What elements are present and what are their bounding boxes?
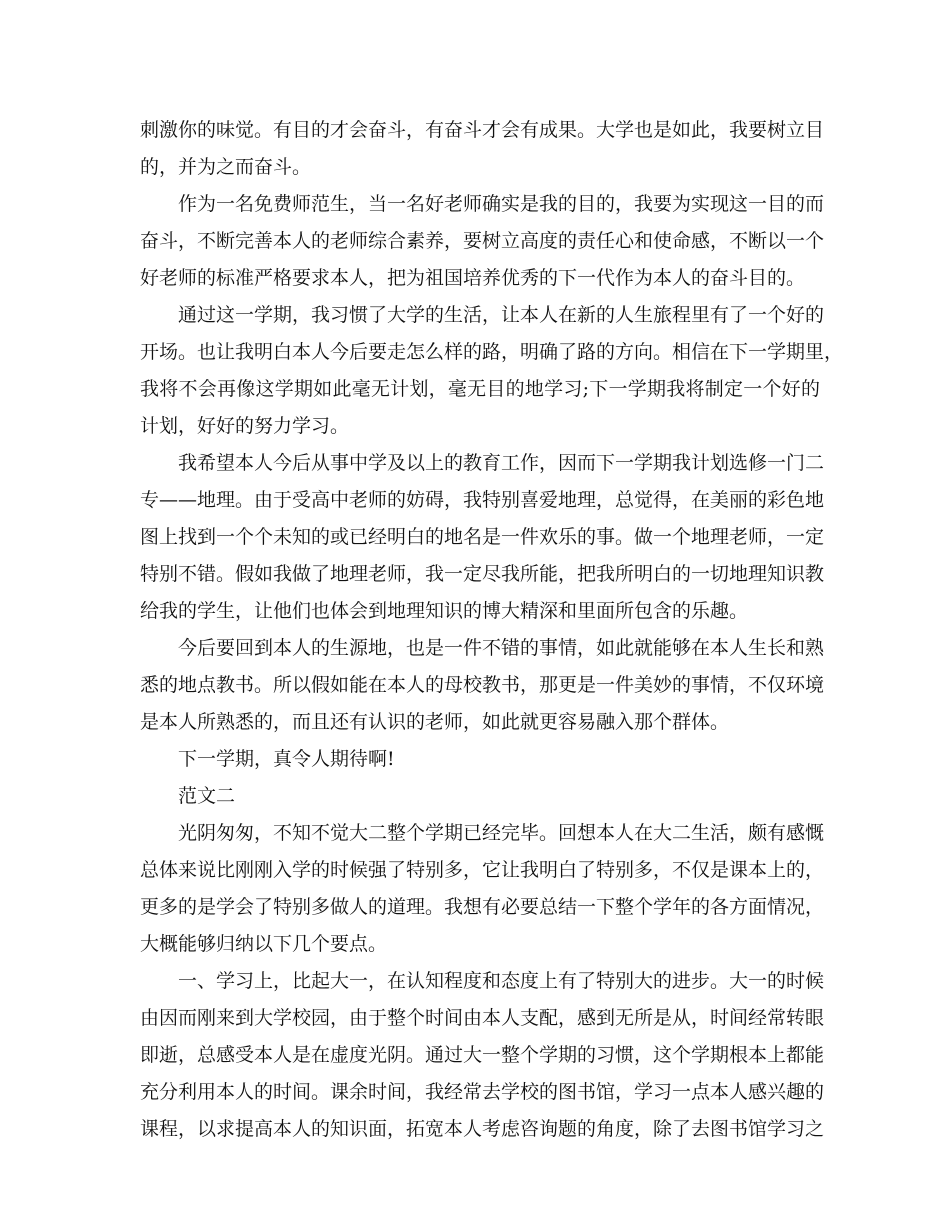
text-line: 光阴匆匆，不知不觉大二整个学期已经完毕。回想本人在大二生活，颇有感慨 xyxy=(178,822,825,844)
text-line: 今后要回到本人的生源地，也是一件不错的事情，如此就能够在本人生长和熟 xyxy=(178,637,825,659)
text-line: 由因而刚来到大学校园，由于整个时间由本人支配，感到无所是从，时间经常转眼 xyxy=(140,1007,825,1029)
document-body-text xyxy=(140,112,844,1148)
text-line: 开场。也让我明白本人今后要走怎么样的路，明确了路的方向。相信在下一学期里， xyxy=(140,341,844,363)
text-line: 特别不错。假如我做了地理老师，我一定尽我所能，把我所明白的一切地理知识教 xyxy=(140,563,825,585)
text-line: 通过这一学期，我习惯了大学的生活，让本人在新的人生旅程里有了一个好的 xyxy=(178,304,825,326)
text-line: 我将不会再像这学期如此毫无计划，毫无目的地学习;下一学期我将制定一个好的 xyxy=(140,378,820,400)
text-line: 一、学习上，比起大一，在认知程度和态度上有了特别大的进步。大一的时候 xyxy=(178,970,825,992)
text-line: 好老师的标准严格要求本人，把为祖国培养优秀的下一代作为本人的奋斗目的。 xyxy=(140,267,806,289)
text-line: 下一学期，真令人期待啊! xyxy=(178,748,395,770)
text-line: 作为一名免费师范生，当一名好老师确实是我的目的，我要为实现这一目的而 xyxy=(178,193,825,215)
text-line: 图上找到一个个未知的或已经明白的地名是一件欢乐的事。做一个地理老师，一定 xyxy=(140,526,825,548)
text-line: 充分利用本人的时间。课余时间，我经常去学校的图书馆，学习一点本人感兴趣的 xyxy=(140,1081,825,1103)
text-line: 悉的地点教书。所以假如能在本人的母校教书，那更是一件美妙的事情，不仅环境 xyxy=(140,674,825,696)
text-line: 更多的是学会了特别多做人的道理。我想有必要总结一下整个学年的各方面情况， xyxy=(140,896,825,918)
text-line: 计划，好好的努力学习。 xyxy=(140,415,350,437)
text-line: 的，并为之而奋斗。 xyxy=(140,156,312,178)
text-line: 奋斗，不断完善本人的老师综合素养，要树立高度的责任心和使命感，不断以一个 xyxy=(140,230,825,252)
text-line: 给我的学生，让他们也体会到地理知识的博大精深和里面所包含的乐趣。 xyxy=(140,600,749,622)
text-line: 是本人所熟悉的，而且还有认识的老师，如此就更容易融入那个群体。 xyxy=(140,711,730,733)
text-line: 专——地理。由于受高中老师的妨碍，我特别喜爱地理，总觉得，在美丽的彩色地 xyxy=(140,489,825,511)
text-line: 刺激你的味觉。有目的才会奋斗，有奋斗才会有成果。大学也是如此，我要树立目 xyxy=(140,119,825,141)
text-line: 即逝，总感受本人是在虚度光阴。通过大一整个学期的习惯，这个学期根本上都能 xyxy=(140,1044,825,1066)
text-line: 课程，以求提高本人的知识面，拓宽本人考虑咨询题的角度，除了去图书馆学习之 xyxy=(140,1118,825,1140)
text-line: 范文二 xyxy=(178,785,236,807)
text-line: 我希望本人今后从事中学及以上的教育工作，因而下一学期我计划选修一门二 xyxy=(178,452,825,474)
text-line: 总体来说比刚刚入学的时候强了特别多，它让我明白了特别多，不仅是课本上的， xyxy=(140,859,825,881)
text-line: 大概能够归纳以下几个要点。 xyxy=(140,933,388,955)
